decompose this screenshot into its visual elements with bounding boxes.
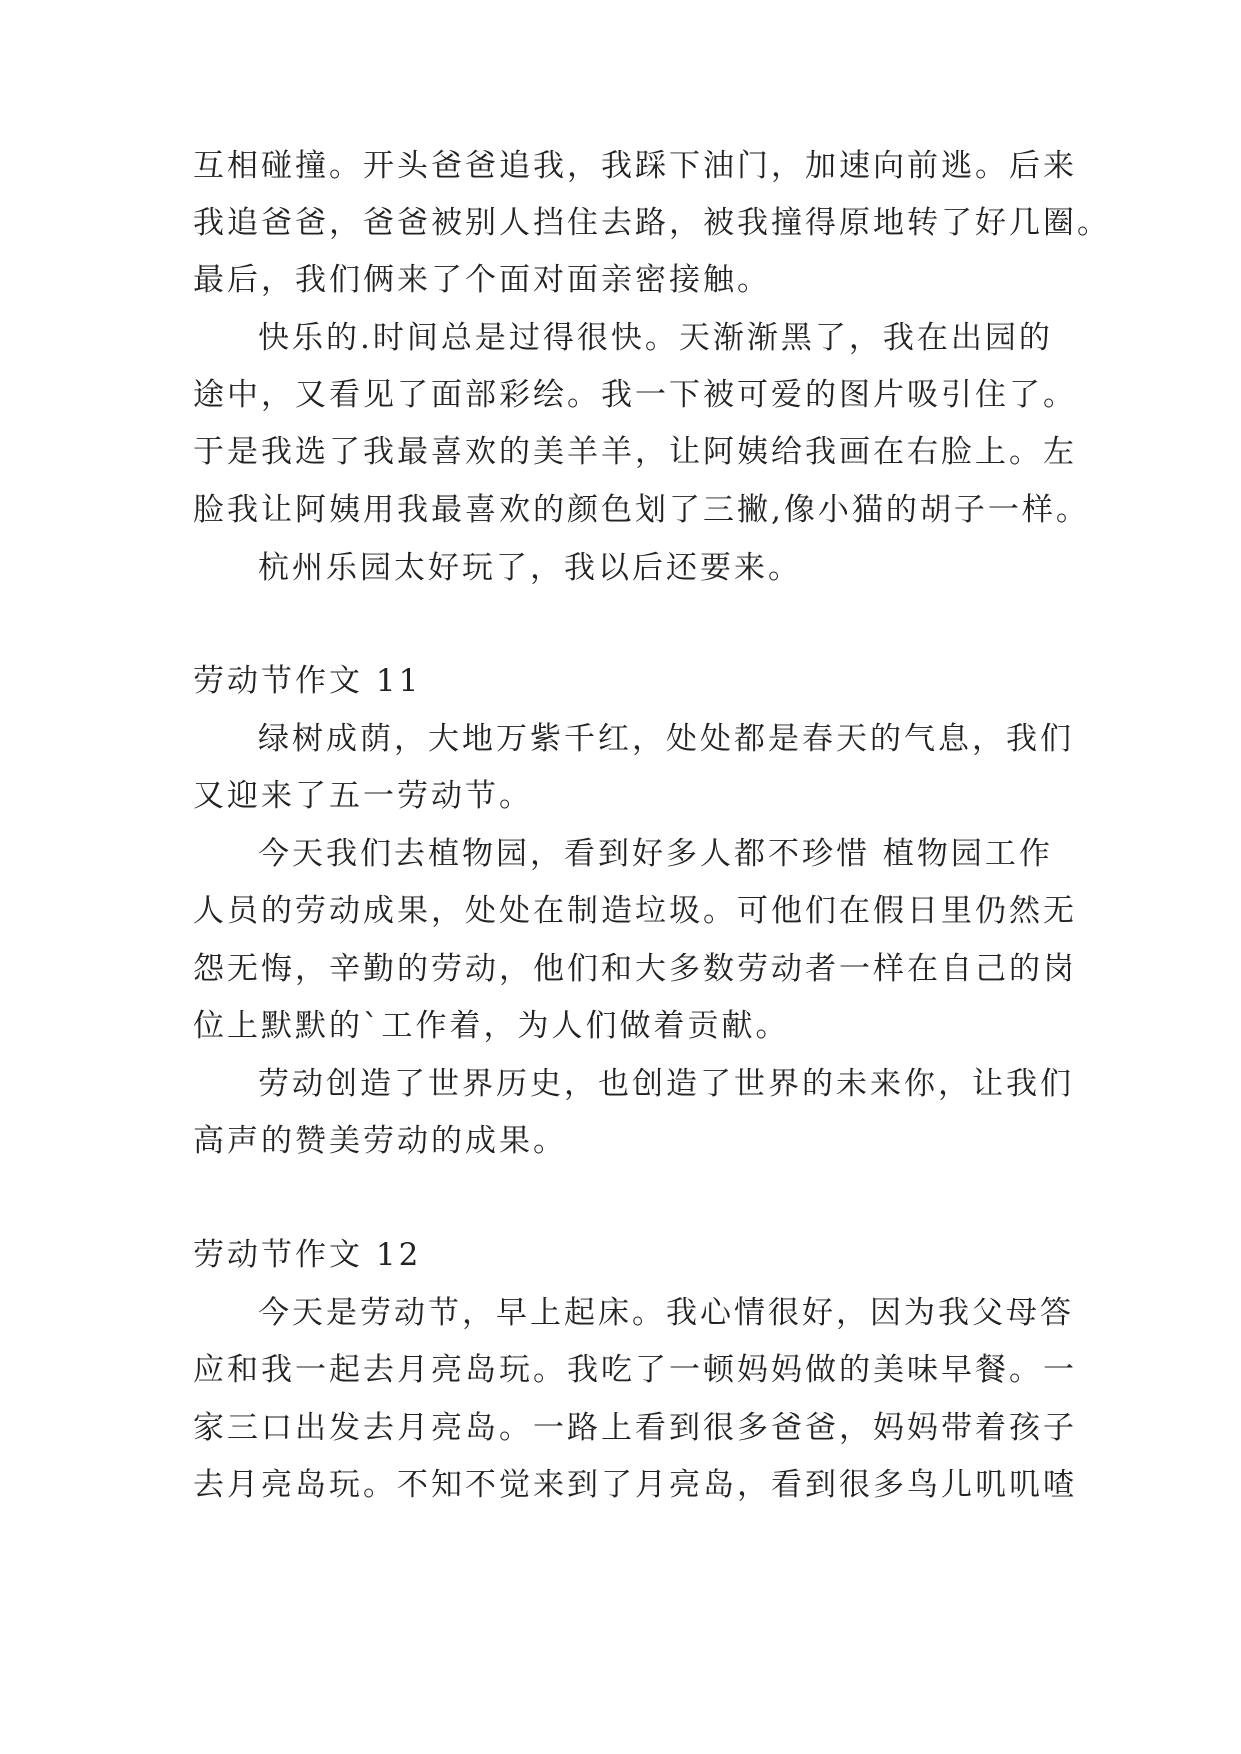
text-line: 脸我让阿姨用我最喜欢的颜色划了三撇,像小猫的胡子一样。 bbox=[193, 492, 1090, 528]
text-line: 人员的劳动成果，处处在制造垃圾。可他们在假日里仍然无 bbox=[193, 893, 1077, 929]
text-line: 今天我们去植物园，看到好多人都不珍惜 植物园工作 bbox=[258, 836, 1053, 872]
text-line: 怨无悔，辛勤的劳动，他们和大多数劳动者一样在自己的岗 bbox=[193, 951, 1077, 987]
section-heading: 劳动节作文 11 bbox=[193, 663, 422, 699]
text-line: 应和我一起去月亮岛玩。我吃了一顿妈妈做的美味早餐。一 bbox=[193, 1352, 1077, 1388]
text-line: 最后，我们俩来了个面对面亲密接触。 bbox=[193, 262, 771, 298]
text-line: 位上默默的`工作着，为人们做着贡献。 bbox=[193, 1008, 790, 1044]
text-line: 我追爸爸，爸爸被别人挡住去路，被我撞得原地转了好几圈。 bbox=[193, 205, 1111, 241]
text-line: 快乐的.时间总是过得很快。天渐渐黑了，我在出园的 bbox=[258, 320, 1053, 356]
text-line: 途中，又看见了面部彩绘。我一下被可爱的图片吸引住了。 bbox=[193, 377, 1077, 413]
text-line: 高声的赞美劳动的成果。 bbox=[193, 1123, 567, 1159]
text-line: 互相碰撞。开头爸爸追我，我踩下油门，加速向前逃。后来 bbox=[193, 148, 1077, 184]
text-line: 劳动创造了世界历史，也创造了世界的未来你，让我们 bbox=[258, 1066, 1074, 1102]
text-line: 家三口出发去月亮岛。一路上看到很多爸爸，妈妈带着孩子 bbox=[193, 1410, 1077, 1446]
text-line: 于是我选了我最喜欢的美羊羊，让阿姨给我画在右脸上。左 bbox=[193, 434, 1077, 470]
text-line: 去月亮岛玩。不知不觉来到了月亮岛，看到很多鸟儿叽叽喳 bbox=[193, 1467, 1077, 1503]
text-line: 绿树成荫，大地万紫千红，处处都是春天的气息，我们 bbox=[258, 721, 1074, 757]
text-line: 又迎来了五一劳动节。 bbox=[193, 778, 533, 814]
section-heading: 劳动节作文 12 bbox=[193, 1237, 422, 1273]
text-line: 今天是劳动节，早上起床。我心情很好，因为我父母答 bbox=[258, 1295, 1074, 1331]
text-line: 杭州乐园太好玩了，我以后还要来。 bbox=[258, 550, 802, 586]
